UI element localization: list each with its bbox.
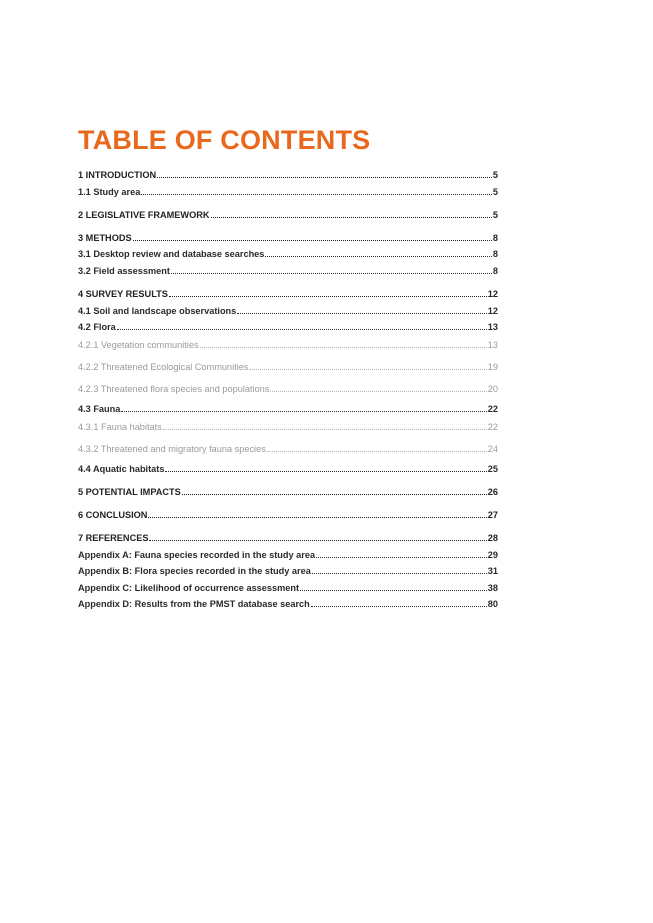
toc-entry-page: 5 xyxy=(492,170,498,180)
toc-entry-page: 8 xyxy=(492,233,498,243)
toc-entry-label: Appendix B: Flora species recorded in the study area xyxy=(78,566,311,576)
toc-list xyxy=(78,0,498,923)
toc-entry-page: 13 xyxy=(487,340,498,350)
toc-entry[interactable] xyxy=(78,508,498,522)
toc-entry[interactable] xyxy=(78,247,498,261)
toc-entry-label: 2 LEGISLATIVE FRAMEWORK xyxy=(78,210,210,220)
toc-entry[interactable] xyxy=(78,287,498,301)
dot-leader xyxy=(165,462,486,472)
dot-leader xyxy=(300,581,487,591)
toc-entry-label: 4.3.1 Fauna habitats xyxy=(78,422,162,432)
dot-leader xyxy=(211,208,492,218)
dot-leader xyxy=(169,287,487,297)
dot-leader xyxy=(265,247,491,257)
dot-leader xyxy=(312,564,487,574)
toc-entry-page: 28 xyxy=(487,533,498,543)
dot-leader xyxy=(149,531,486,541)
toc-entry-label: Appendix C: Likelihood of occurrence assessment xyxy=(78,583,300,593)
toc-entry-label: 4.2.3 Threatened flora species and populations xyxy=(78,384,270,394)
toc-entry[interactable] xyxy=(78,548,498,562)
toc-entry-page: 5 xyxy=(492,210,498,220)
toc-entry-page: 22 xyxy=(487,404,498,414)
toc-entry-page: 38 xyxy=(487,583,498,593)
toc-entry[interactable] xyxy=(78,185,498,199)
dot-leader xyxy=(148,508,486,518)
toc-entry[interactable] xyxy=(78,360,498,374)
dot-leader xyxy=(316,548,487,558)
toc-entry-page: 29 xyxy=(487,550,498,560)
toc-entry-label: 5 POTENTIAL IMPACTS xyxy=(78,487,181,497)
dot-leader xyxy=(133,231,492,241)
toc-entry-page: 20 xyxy=(487,384,498,394)
toc-entry-label: 4.3.2 Threatened and migratory fauna species xyxy=(78,444,266,454)
dot-leader xyxy=(270,382,486,392)
dot-leader xyxy=(171,264,492,274)
toc-entry-page: 25 xyxy=(487,464,498,474)
toc-entry[interactable] xyxy=(78,338,498,352)
toc-entry-label: 4.1 Soil and landscape observations xyxy=(78,306,237,316)
toc-entry-label: 4 SURVEY RESULTS xyxy=(78,289,168,299)
toc-entry-label: 3.2 Field assessment xyxy=(78,266,170,276)
toc-entry-page: 80 xyxy=(487,599,498,609)
toc-entry-label: 4.3 Fauna xyxy=(78,404,121,414)
toc-entry-page: 12 xyxy=(487,289,498,299)
dot-leader xyxy=(182,485,487,495)
toc-entry-label: 4.4 Aquatic habitats xyxy=(78,464,165,474)
toc-entry[interactable] xyxy=(78,564,498,578)
toc-entry-page: 19 xyxy=(487,362,498,372)
dot-leader xyxy=(237,304,486,314)
page-title: TABLE OF CONTENTS xyxy=(78,125,371,155)
toc-entry[interactable] xyxy=(78,168,498,182)
dot-leader xyxy=(200,338,487,348)
dot-leader xyxy=(249,360,486,370)
toc-entry-page: 24 xyxy=(487,444,498,454)
toc-entry[interactable] xyxy=(78,420,498,434)
toc-entry-page: 27 xyxy=(487,510,498,520)
dot-leader xyxy=(141,185,492,195)
toc-entry-label: Appendix D: Results from the PMST database search xyxy=(78,599,310,609)
dot-leader xyxy=(121,402,486,412)
toc-entry-page: 8 xyxy=(492,249,498,259)
toc-entry[interactable] xyxy=(78,320,498,334)
toc-entry[interactable] xyxy=(78,402,498,416)
toc-entry-label: 4.2.2 Threatened Ecological Communities xyxy=(78,362,249,372)
toc-entry[interactable] xyxy=(78,581,498,595)
toc-entry-page: 13 xyxy=(487,322,498,332)
toc-entry[interactable] xyxy=(78,231,498,245)
toc-entry-page: 5 xyxy=(492,187,498,197)
dot-leader xyxy=(267,442,487,452)
toc-entry[interactable] xyxy=(78,462,498,476)
toc-entry-label: 4.2.1 Vegetation communities xyxy=(78,340,199,350)
toc-entry[interactable] xyxy=(78,531,498,545)
toc-entry[interactable] xyxy=(78,208,498,222)
dot-leader xyxy=(117,320,487,330)
toc-entry-page: 26 xyxy=(487,487,498,497)
toc-entry[interactable] xyxy=(78,442,498,456)
toc-entry[interactable] xyxy=(78,382,498,396)
toc-entry-page: 12 xyxy=(487,306,498,316)
dot-leader xyxy=(311,597,487,607)
toc-entry-label: Appendix A: Fauna species recorded in the study area xyxy=(78,550,316,560)
dot-leader xyxy=(157,168,492,178)
toc-entry[interactable] xyxy=(78,264,498,278)
toc-entry[interactable] xyxy=(78,304,498,318)
toc-entry-label: 6 CONCLUSION xyxy=(78,510,148,520)
toc-entry-label: 4.2 Flora xyxy=(78,322,116,332)
toc-entry-page: 22 xyxy=(487,422,498,432)
toc-entry-label: 1.1 Study area xyxy=(78,187,141,197)
toc-entry-label: 3.1 Desktop review and database searches xyxy=(78,249,265,259)
toc-entry-label: 7 REFERENCES xyxy=(78,533,149,543)
toc-entry-label: 1 INTRODUCTION xyxy=(78,170,157,180)
toc-entry[interactable] xyxy=(78,597,498,611)
toc-entry-label: 3 METHODS xyxy=(78,233,132,243)
dot-leader xyxy=(163,420,487,430)
toc-entry[interactable] xyxy=(78,485,498,499)
toc-entry-page: 31 xyxy=(487,566,498,576)
toc-entry-page: 8 xyxy=(492,266,498,276)
